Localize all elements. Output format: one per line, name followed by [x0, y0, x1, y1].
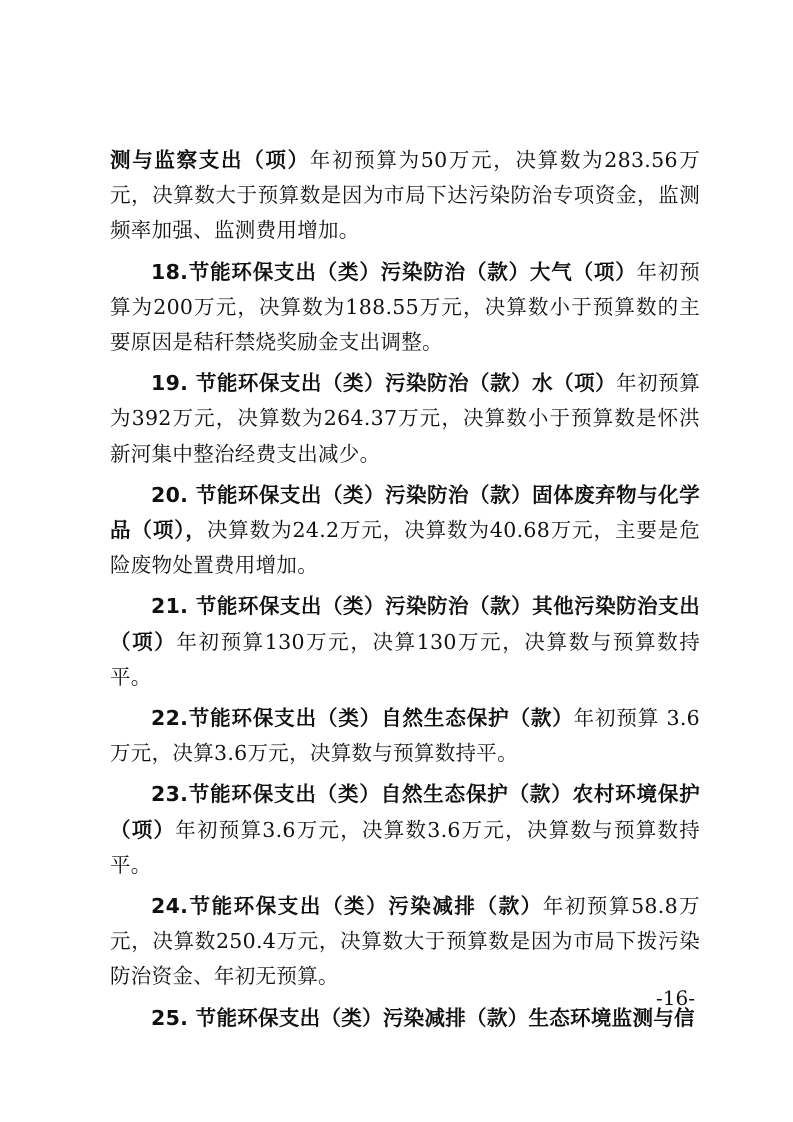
paragraph-18 [110, 255, 700, 361]
paragraph-lead: 19. 节能环保支出（类）污染防治（款）水（项） [151, 371, 617, 396]
paragraph-22 [110, 701, 700, 771]
paragraph-23 [110, 777, 700, 883]
paragraph-lead: 21. 节能环保支出（类）污染防治（款）其他污染防治支出（项） [110, 594, 700, 654]
paragraph-19 [110, 366, 700, 472]
paragraph-text: 决算数为24.2万元，决算数为40.68万元，主要是危险废物处置费用增加。 [110, 518, 701, 578]
paragraph-lead: 23.节能环保支出（类）自然生态保护（款）农村环境保护（项） [110, 782, 700, 842]
document-body [110, 143, 700, 1042]
paragraph-text: 年初预算为392万元，决算数为264.37万元，决算数小于预算数是怀洪新河集中整治经费支出减少。 [110, 371, 700, 466]
paragraph-25 [110, 1001, 700, 1036]
paragraph-lead: 18.节能环保支出（类）污染防治（款）大气（项） [151, 259, 637, 284]
paragraph-21 [110, 589, 700, 695]
paragraph-text: 年初预算130万元，决算130万元，决算数与预算数持平。 [110, 629, 700, 689]
paragraph-lead: 25. 节能环保支出（类）污染减排（款）生态环境监测与信 [151, 1005, 695, 1030]
paragraph-text: 年初预算58.8万元，决算数250.4万元，决算数大于预算数是因为市局下拨污染防治资金、年初无预算。 [110, 894, 700, 989]
paragraph-24 [110, 889, 700, 995]
paragraph-20 [110, 478, 700, 584]
paragraph-text: 年初预算为200万元，决算数为188.55万元，决算数小于预算数的主要原因是秸秆禁烧奖励金支出调整。 [110, 259, 700, 355]
paragraph-17-continued [110, 143, 700, 249]
paragraph-lead: 24.节能环保支出（类）污染减排（款） [151, 894, 543, 919]
page-number: -16- [656, 986, 695, 1010]
paragraph-lead: 22.节能环保支出（类）自然生态保护（款） [151, 706, 574, 731]
paragraph-text: 年初预算 3.6万元，决算3.6万元，决算数与预算数持平。 [110, 706, 700, 766]
paragraph-lead: 测与监察支出（项） [110, 148, 310, 172]
paragraph-text: 年初预算3.6万元，决算数3.6万元，决算数与预算数持平。 [110, 817, 700, 877]
paragraph-text: 年初预算为50万元，决算数为283.56万元，决算数大于预算数是因为市局下达污染防治专项资金，监测频率加强、监测费用增加。 [110, 148, 700, 243]
paragraph-lead: 20. 节能环保支出（类）污染防治（款）固体废弃物与化学品（项）， [110, 482, 700, 543]
